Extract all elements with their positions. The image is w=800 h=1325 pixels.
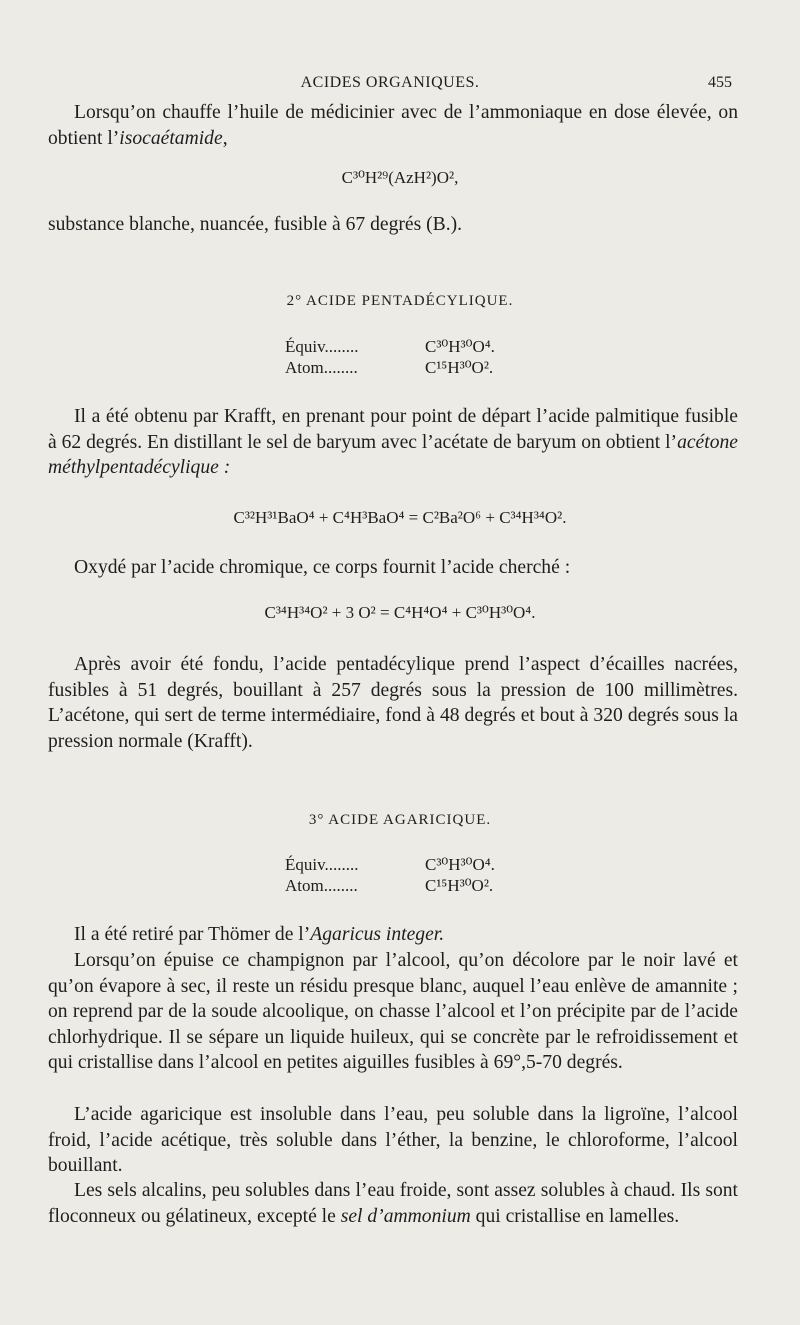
page-header [48,74,732,96]
atom-label: Atom........ [285,358,358,377]
equiv-formula: C³⁰H³⁰O⁴. [425,337,495,356]
equiv-label: Équiv........ [285,337,359,356]
emphasis-isocaetamide: isocaétamide [119,127,223,149]
paragraph-solubilite: L’acide agaricique est insoluble dans l’eau, peu soluble dans la ligroïne, l’alcool froid, l’acide acétique, très soluble dans l’éther, la benzine, le chloroforme, l’alcool bouillant. [48,1104,738,1176]
paragraph-text: Lorsqu’on chauffe l’huile de médicinier avec de l’ammoniaque en dose élevée, on obtient l’ [48,102,738,149]
paragraph-krafft [48,404,738,481]
paragraph-substance: substance blanche, nuancée, fusible à 67 degrés (B.). [48,214,463,235]
running-title: ACIDES ORGANIQUES. [300,74,480,91]
paragraph-text: Il a été obtenu par Krafft, en prenant pour point de départ l’acide palmitique fusible à 62 degrés. En distillant le sel de baryum avec l’acétate de baryum on obtient l’ [48,406,738,453]
emphasis-sel-ammonium: sel d’ammonium [340,1205,471,1227]
atom-formula: C¹⁵H³⁰O². [425,876,494,895]
formula-reaction-1: C³²H³¹BaO⁴ + C⁴H³BaO⁴ = C²Ba²O⁶ + C³⁴H³⁴O². [233,508,567,527]
paragraph-oxyde: Oxydé par l’acide chromique, ce corps fournit l’acide cherché : [74,557,571,578]
paragraph-proprietes: Après avoir été fondu, l’acide pentadécylique prend l’aspect d’écailles nacrées, fusibles à 51 degrés, bouillant à 257 degrés sous la pression de 100 millimètres. L’acétone, qui sert de terme intermédiaire, fond à 48 degrés et bout à 320 degrés sous la pression normale (Krafft). [48,654,738,752]
equiv-label: Équiv........ [285,855,359,874]
formula-reaction-2: C³⁴H³⁴O² + 3 O² = C⁴H⁴O⁴ + C³⁰H³⁰O⁴. [264,603,536,622]
paragraph-isocaetamide [48,100,738,151]
section-title-agaricique: 3° ACIDE AGARICIQUE. [308,812,492,828]
paragraph-text: Les sels alcalins, peu solubles dans l’eau froide, sont assez solubles à chaud. Ils sont floconneux ou gélatineux, excepté le [48,1180,738,1227]
equiv-formula: C³⁰H³⁰O⁴. [425,855,495,874]
page-number: 455 [708,74,732,91]
paragraph-text: Il a été retiré par Thömer de l’ [74,924,311,945]
atom-label: Atom........ [285,876,358,895]
formula-isocaetamide: C³⁰H²⁹(AzH²)O², [341,168,459,187]
section-title-pentadecylique: 2° ACIDE PENTADÉCYLIQUE. [286,293,514,309]
equiv-block-agaricique [285,854,495,896]
atom-formula: C¹⁵H³⁰O². [425,358,494,377]
paragraph-text: , [222,127,228,149]
emphasis-agaricus: Agaricus integer. [310,924,445,945]
emphasis-acetone: acétone méthylpentadécylique : [48,431,738,478]
paragraph-sels [48,1178,738,1229]
paragraph-extraction: Lorsqu’on épuise ce champignon par l’alcool, qu’on décolore par le noir lavé et qu’on évapore à sec, il reste un résidu presque blanc, auquel l’eau enlève de amannite ; on reprend par de la soude alcoolique, on chasse l’alcool et l’on précipite par de l’acide chlorhydrique. Il se sépare un liquide huileux, qui se concrète par le refroidissement et qui cristallise dans l’alcool en petites aiguilles fusibles à 69°,5-70 degrés. [48,950,738,1073]
equiv-block-pentadecylique [285,336,495,378]
paragraph-thomer [48,922,738,948]
paragraph-text: qui cristallise en lamelles. [470,1205,680,1227]
